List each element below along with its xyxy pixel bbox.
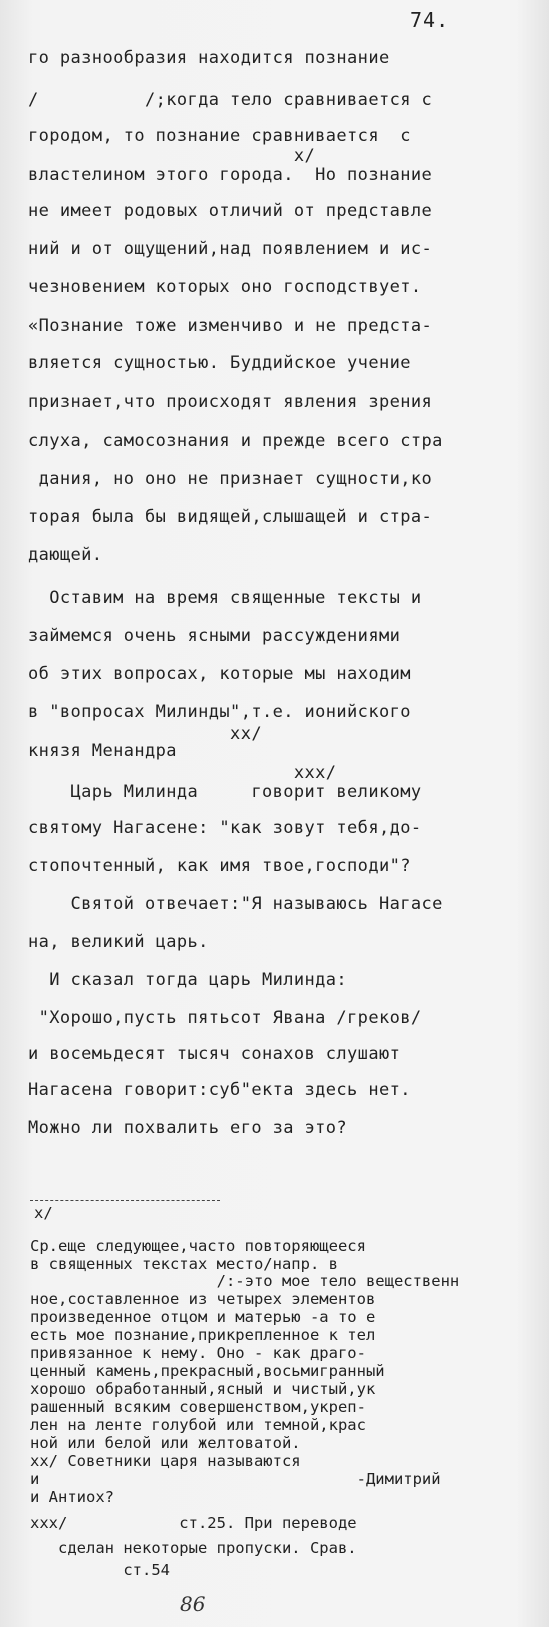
footnote-line: /:-это мое тело вещественн: [30, 1272, 460, 1290]
footnote-line: ной или белой или желтоватой.: [30, 1434, 301, 1452]
text-line: "Хорошо,пусть пятьсот Явана /греков/: [28, 1008, 422, 1028]
text-line: «Познание тоже изменчиво и не предста-: [28, 316, 433, 336]
text-line: И сказал тогда царь Милинда:: [28, 970, 348, 990]
footnote-line: в священных текстах место/напр. в: [30, 1255, 338, 1273]
text-line: стопочтенный, как имя твое,господи"?: [28, 856, 411, 876]
text-line: вляется сущностью. Буддийское учение: [28, 353, 411, 373]
text-line: дающей.: [28, 545, 103, 565]
text-line: / /;когда тело сравнивается с: [28, 90, 433, 110]
handwritten-page-ref: 86: [180, 1592, 206, 1616]
text-line: xx/: [28, 724, 262, 744]
footnote-line: лен на ленте голубой или темной,крас: [30, 1416, 366, 1434]
text-line: ний и от ощущений,над появлением и ис-: [28, 239, 433, 259]
footnote-line: ное,составленное из четырех элементов: [30, 1290, 376, 1308]
text-line: Оставим на время священные тексты и: [28, 588, 422, 608]
text-line: святому Нагасене: "как зовут тебя,до-: [28, 818, 422, 838]
footnote-line: сделан некоторые пропуски. Срав.: [30, 1539, 357, 1557]
text-line: и восемьдесят тысяч сонахов слушают: [28, 1044, 401, 1064]
footnote-line: ст.54: [30, 1561, 170, 1579]
text-line: слуха, самосознания и прежде всего стра: [28, 431, 443, 451]
footnote-line: хорошо обработанный,ясный и чистый,ук: [30, 1380, 376, 1398]
footnote-line: x/: [34, 1204, 53, 1222]
text-line: xxx/: [28, 763, 337, 783]
text-line: торая была бы видящей,слышащей и стра-: [28, 507, 433, 527]
text-line: в "вопросах Милинды",т.е. ионийского: [28, 702, 411, 722]
text-line: не имеет родовых отличий от представле: [28, 201, 433, 221]
text-line: Нагасена говорит:суб"екта здесь нет.: [28, 1080, 411, 1100]
text-line: на, великий царь.: [28, 932, 209, 952]
footnote-separator: [30, 1200, 220, 1201]
footnote-line: есть мое познание,прикрепленное к тел: [30, 1326, 376, 1344]
text-line: займемся очень ясными рассуждениями: [28, 626, 401, 646]
text-line: городом, то познание сравнивается с: [28, 126, 411, 146]
text-line: Можно ли похвалить его за это?: [28, 1118, 348, 1138]
footnote-line: и -Димитрий: [30, 1470, 441, 1488]
text-line: признает,что происходят явления зрения: [28, 392, 433, 412]
text-line: властелином этого города. Но познание: [28, 165, 433, 185]
footnote-line: Ср.еще следующее,часто повторяющееся: [30, 1237, 366, 1255]
footnote-line: произведенное отцом и матерью -а то е: [30, 1308, 376, 1326]
footnote-line: привязанное к нему. Оно - как драго-: [30, 1344, 366, 1362]
text-line: Святой отвечает:"Я называюсь Нагасе: [28, 894, 443, 914]
text-line: князя Менандра: [28, 741, 177, 761]
footnote-line: xxx/ ст.25. При переводе: [30, 1514, 357, 1532]
page-number: 74.: [410, 8, 450, 32]
text-line: Царь Милинда говорит великому: [28, 782, 422, 802]
text-line: дания, но оно не признает сущности,ко: [28, 469, 433, 489]
text-line: чезновением которых оно господствует.: [28, 277, 422, 297]
text-line: x/: [28, 146, 316, 166]
footnote-line: xx/ Советники царя называются: [30, 1452, 301, 1470]
text-line: го разнообразия находится познание: [28, 48, 390, 68]
footnote-line: и Антиох?: [30, 1488, 114, 1506]
text-line: об этих вопросах, которые мы находим: [28, 664, 411, 684]
footnote-line: ценный камень,прекрасный,восьмигранный: [30, 1362, 385, 1380]
footnote-line: рашенный всяким совершенством,укреп-: [30, 1398, 366, 1416]
